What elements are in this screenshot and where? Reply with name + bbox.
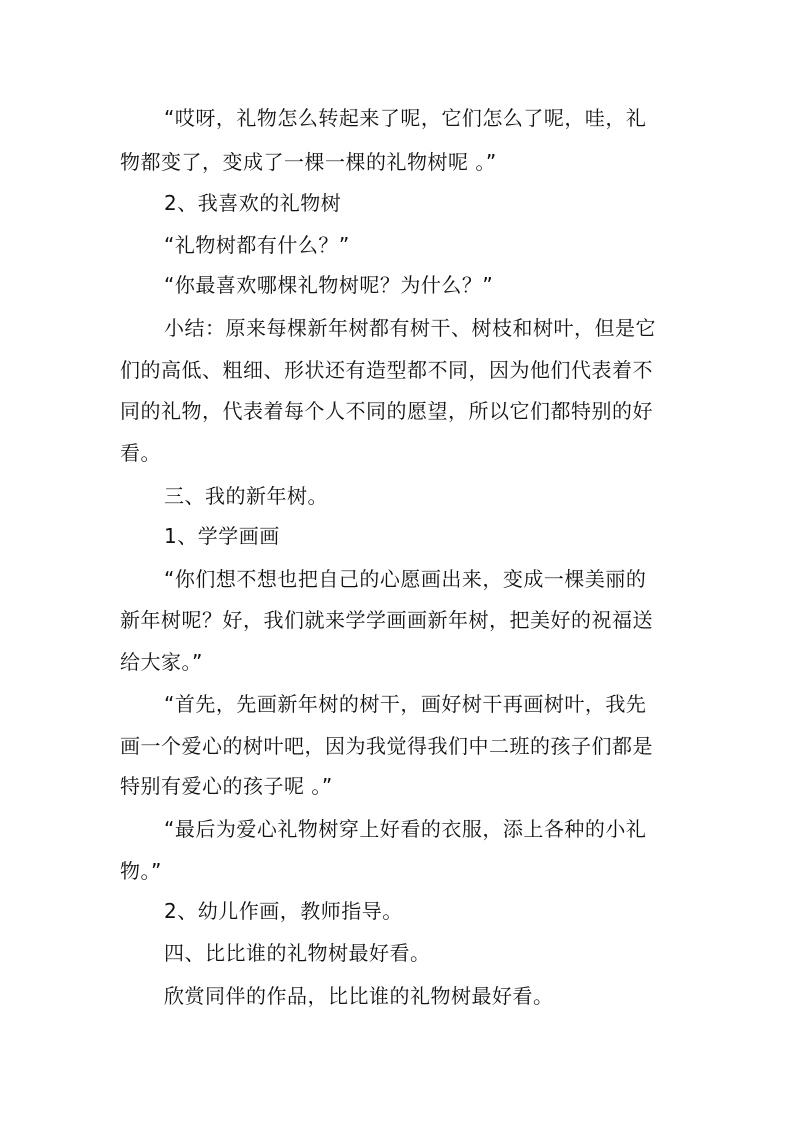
paragraph-line: 给大家。” xyxy=(120,650,203,674)
paragraph-line: “礼物树都有什么？” xyxy=(164,233,350,257)
paragraph-line: 新年树呢？好，我们就来学学画画新年树，把美好的祝福送 xyxy=(120,608,653,632)
subheading-line: 2、我喜欢的礼物树 xyxy=(164,191,342,215)
paragraph-line: 小结：原来每棵新年树都有树干、树枝和树叶，但是它 xyxy=(164,316,656,340)
paragraph-line: “你们想不想也把自己的心愿画出来，变成一棵美丽的 xyxy=(164,567,647,591)
paragraph-line: 物都变了，变成了一棵一棵的礼物树呢 。” xyxy=(120,150,497,174)
paragraph-line: “首先，先画新年树的树干，画好树干再画树叶，我先 xyxy=(164,692,647,716)
section-heading: 三、我的新年树。 xyxy=(164,484,328,508)
subheading-line: 2、幼儿作画，教师指导。 xyxy=(164,899,403,923)
paragraph-line: 们的高低、粗细、形状还有造型都不同，因为他们代表着不 xyxy=(120,358,653,382)
paragraph-line: “哎呀，礼物怎么转起来了呢，它们怎么了呢，哇，礼 xyxy=(164,106,647,130)
section-heading: 四、比比谁的礼物树最好看。 xyxy=(164,941,431,965)
paragraph-line: 欣赏同伴的作品，比比谁的礼物树最好看。 xyxy=(164,984,554,1008)
paragraph-line: 特别有爱心的孩子呢 。” xyxy=(120,774,333,798)
paragraph-line: 物。” xyxy=(120,859,162,883)
paragraph-line: 看。 xyxy=(120,441,161,465)
paragraph-line: “你最喜欢哪棵礼物树呢？为什么？” xyxy=(164,273,494,297)
paragraph-line: 同的礼物，代表着每个人不同的愿望，所以它们都特别的好 xyxy=(120,399,653,423)
paragraph-line: 画一个爱心的树叶吧，因为我觉得我们中二班的孩子们都是 xyxy=(120,734,653,758)
subheading-line: 1、学学画画 xyxy=(164,524,280,548)
paragraph-line: “最后为爱心礼物树穿上好看的衣服，添上各种的小礼 xyxy=(164,817,647,841)
